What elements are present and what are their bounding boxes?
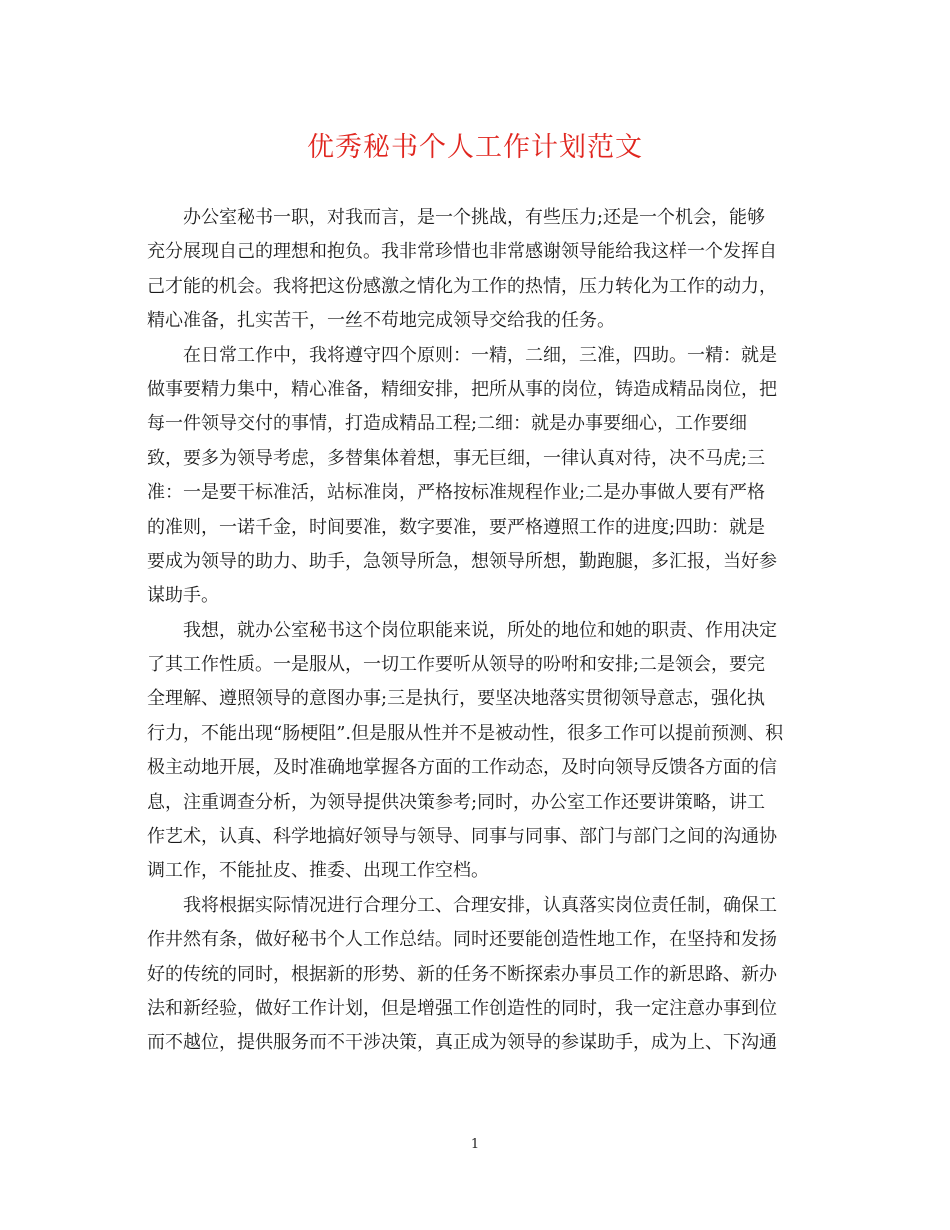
paragraph-1: [147, 201, 802, 339]
text-line: 行力，不能出现“肠梗阻”.但是服从性并不是被动性，很多工作可以提前预测、积: [147, 722, 784, 744]
text-line: 我将根据实际情况进行合理分工、合理安排，认真落实岗位责任制，确保工: [183, 894, 777, 916]
text-line: 而不越位，提供服务而不干涉决策，真正成为领导的参谋助手，成为上、下沟通: [147, 1032, 777, 1054]
text-line: 了其工作性质。一是服从，一切工作要听从领导的吩咐和安排;二是领会，要完: [147, 654, 766, 676]
text-line: 法和新经验，做好工作计划，但是增强工作创造性的同时，我一定注意办事到位: [147, 997, 777, 1019]
text-line: 极主动地开展，及时准确地掌握各方面的工作动态，及时向领导反馈各方面的信: [147, 757, 777, 779]
paragraph-2: [147, 339, 802, 614]
page-number: 1: [470, 1137, 480, 1152]
text-line: 全理解、遵照领导的意图办事;三是执行，要坚决地落实贯彻领导意志，强化执: [147, 688, 766, 710]
text-line: 精心准备，扎实苦干，一丝不苟地完成领导交给我的任务。: [147, 310, 615, 332]
text-line: 谋助手。: [147, 585, 219, 607]
text-line: 己才能的机会。我将把这份感激之情化为工作的热情，压力转化为工作的动力，: [147, 275, 777, 297]
document-title: 优秀秘书个人工作计划范文: [307, 132, 643, 163]
text-line: 要成为领导的助力、助手，急领导所急，想领导所想，勤跑腿，多汇报，当好参: [147, 550, 777, 572]
paragraph-3: [147, 614, 802, 889]
text-line: 的准则，一诺千金，时间要准，数字要准，要严格遵照工作的进度;四助：就是: [147, 516, 766, 538]
text-line: 好的传统的同时，根据新的形势、新的任务不断探索办事员工作的新思路、新办: [147, 963, 777, 985]
text-line: 办公室秘书一职，对我而言，是一个挑战，有些压力;还是一个机会，能够: [183, 207, 766, 228]
text-line: 充分展现自己的理想和抱负。我非常珍惜也非常感谢领导能给我这样一个发挥自: [147, 241, 777, 263]
text-line: 作艺术，认真、科学地搞好领导与领导、同事与同事、部门与部门之间的沟通协: [147, 826, 777, 848]
text-line: 我想，就办公室秘书这个岗位职能来说，所处的地位和她的职责、作用决定: [183, 619, 777, 641]
text-line: 调工作，不能扯皮、推委、出现工作空档。: [147, 860, 489, 882]
document-body: [147, 201, 802, 1061]
text-line: 致，要多为领导考虑，多替集体着想，事无巨细，一律认真对待，决不马虎;三: [147, 447, 766, 469]
paragraph-4: [147, 889, 802, 1061]
text-line: 作井然有条，做好秘书个人工作总结。同时还要能创造性地工作，在坚持和发扬: [147, 929, 777, 951]
text-line: 准：一是要干标准活，站标准岗，严格按标准规程作业;二是办事做人要有严格: [147, 482, 766, 504]
text-line: 做事要精力集中，精心准备，精细安排，把所从事的岗位，铸造成精品岗位，把: [147, 378, 777, 400]
text-line: 息，注重调查分析，为领导提供决策参考;同时，办公室工作还要讲策略，讲工: [147, 791, 766, 813]
text-line: 每一件领导交付的事情，打造成精品工程;二细：就是办事要细心，工作要细: [147, 413, 748, 435]
text-line: 在日常工作中，我将遵守四个原则：一精，二细，三准，四助。一精：就是: [183, 344, 777, 366]
